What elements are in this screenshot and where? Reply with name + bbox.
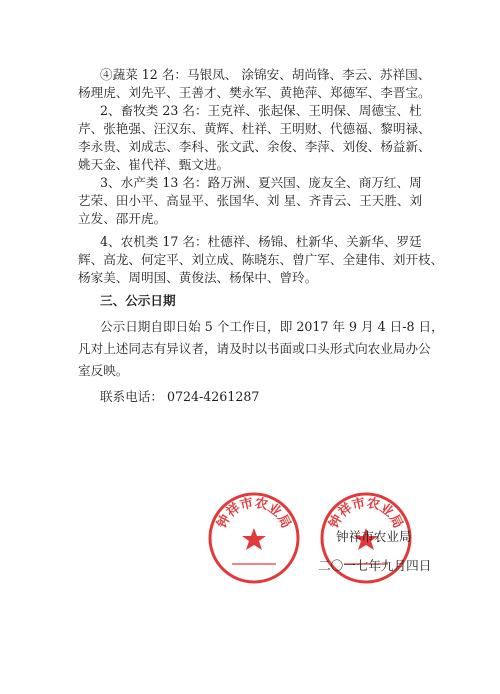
text-line: 公示日期自即日始 5 个工作日，即 2017 年 9 月 4 日-8 日， <box>100 319 444 334</box>
text-line: 3、水产类 13 名：路万洲、夏兴国、庞友全、商万红、周 <box>100 175 422 190</box>
signature-date: 二〇一七年九月四日 <box>318 558 432 573</box>
text-line: 李永贵、刘成志、李科、张文武、余俊、李萍、刘俊、杨益新、 <box>78 139 431 154</box>
text-line: 姚天金、崔代祥、甄文进。 <box>78 157 230 172</box>
svg-text:钟祥市农业局: 钟祥市农业局 <box>326 495 406 531</box>
text-line: 芹、张艳强、汪汉东、黄辉、杜祥、王明财、代德福、黎明禄、 <box>78 121 431 136</box>
section-heading: 三、公示日期 <box>100 293 176 308</box>
text-line: 艺荣、田小平、高显平、张国华、刘 星、齐青云、王天胜、刘 <box>78 193 423 208</box>
text-line: 杨家美、周明国、黄俊法、杨保中、曾玲。 <box>78 270 318 285</box>
text-line: 辉、高龙、何定平、刘立成、陈晓东、曾广军、全建伟、刘开枝、 <box>78 252 444 267</box>
contact-phone: 联系电话： 0724-4261287 <box>100 389 260 404</box>
text-line: 凡对上述同志有异议者，请及时以书面或口头形式向农业局办公 <box>78 341 431 356</box>
text-line: ④蔬菜 12 名：马银凤、 涂锦安、胡尚锋、李云、苏祥国、 <box>100 67 431 82</box>
text-line: 杨理虎、刘先平、王善才、樊永军、黄艳萍、郑德军、李晋宝。 <box>78 85 431 100</box>
signature-org: 钟祥市农业局 <box>336 529 412 544</box>
text-line: 2、畜牧类 23 名：王克祥、张起保、王明保、周德宝、杜 <box>100 103 422 118</box>
text-line: 立发、邵开虎。 <box>78 211 167 226</box>
text-line: 室反映。 <box>78 363 129 378</box>
svg-text:钟祥市农业局: 钟祥市农业局 <box>214 495 294 531</box>
official-seal <box>206 490 302 586</box>
text-line: 4、农机类 17 名：杜德祥、杨锦、杜新华、关新华、罗廷 <box>100 234 422 249</box>
